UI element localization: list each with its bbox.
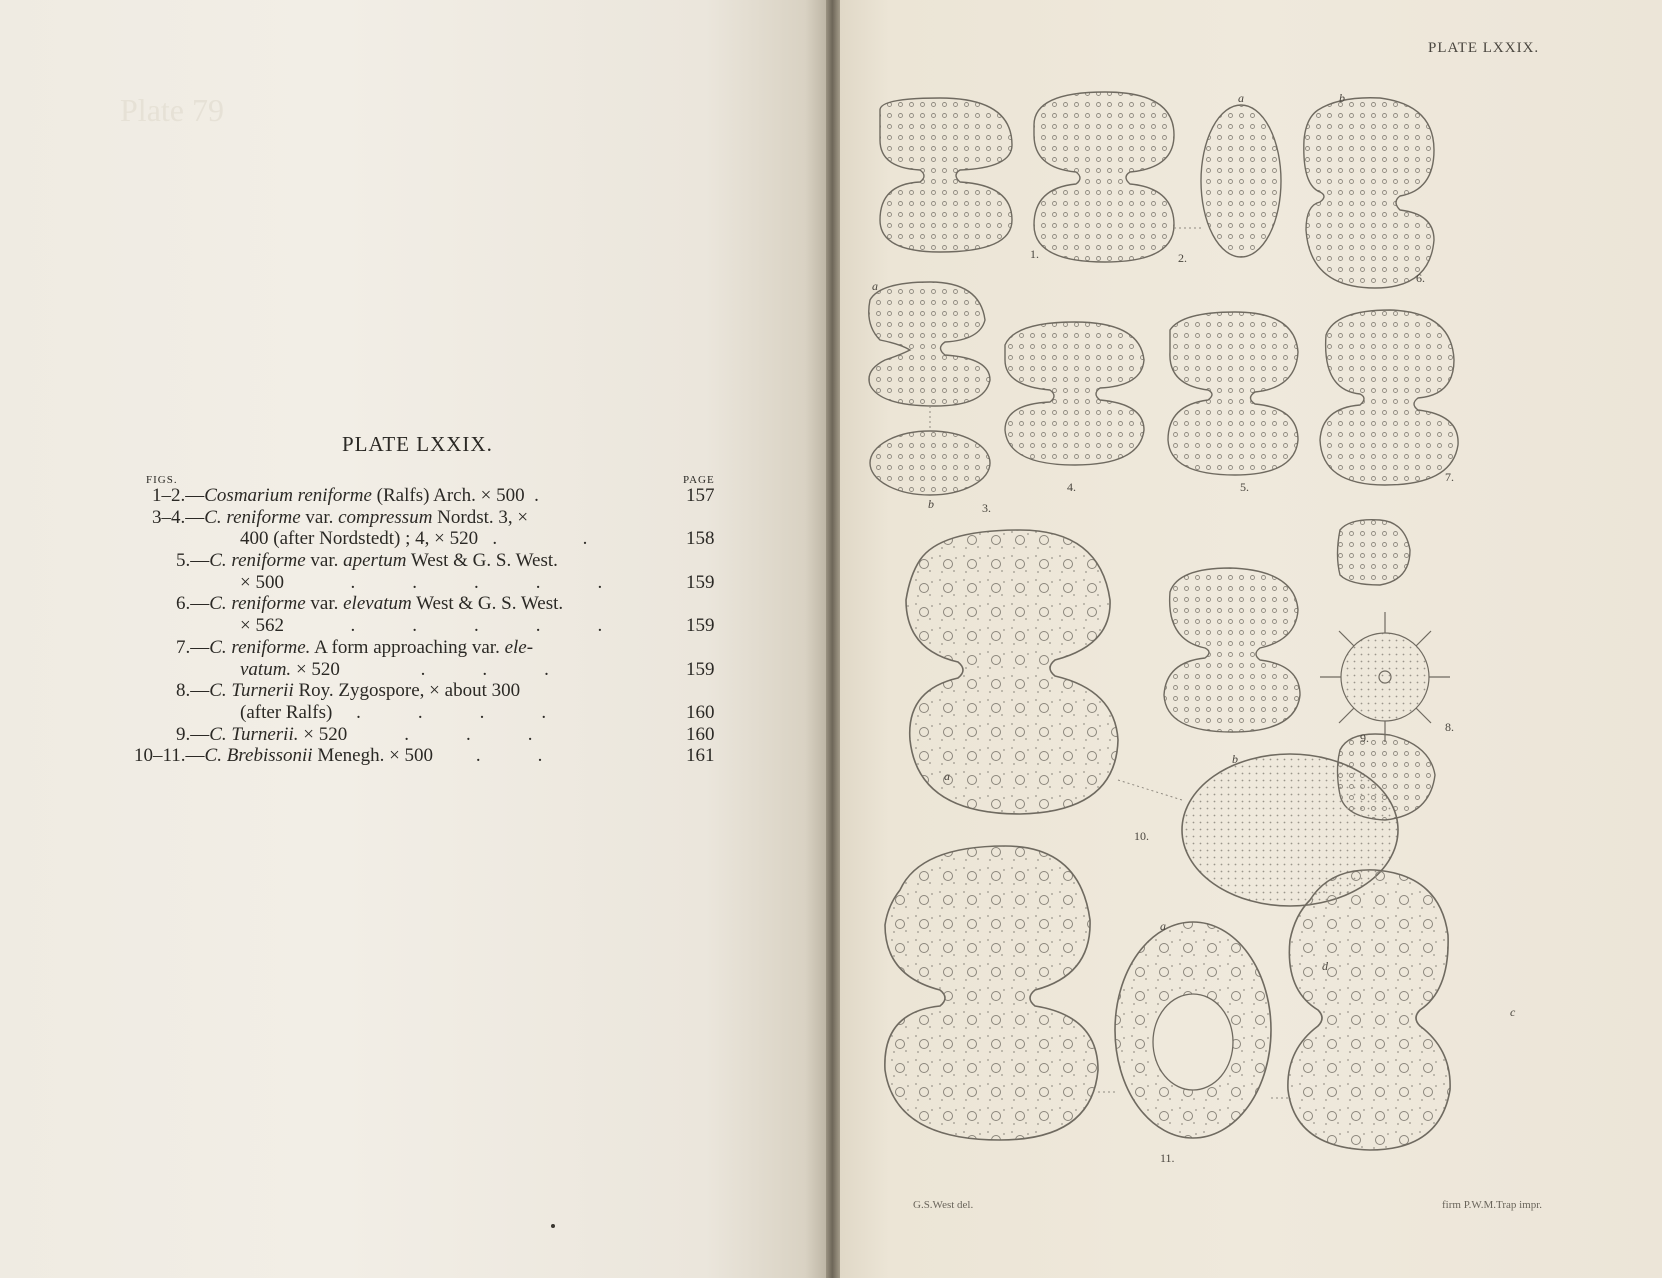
cell-fig-9 [1164, 568, 1300, 732]
entry-dots: . [524, 485, 539, 506]
entry-line [176, 593, 563, 615]
cell-fig-11a [885, 846, 1098, 1140]
entry-rest-italic: C. Turnerii [209, 680, 294, 702]
entry-line [176, 680, 520, 702]
entry-page-number: 159 [686, 571, 715, 593]
entry-rest-italic: C. Brebissonii [204, 745, 313, 767]
figure-entry [0, 485, 830, 507]
entry-dots: . . . . [332, 701, 547, 723]
figure-entry [0, 659, 830, 681]
label-fig-10: 10. [1134, 829, 1149, 843]
cell-fig-6 [1304, 98, 1434, 288]
artist-credit: G.S.West del. [913, 1199, 974, 1211]
entry-num: 6.— [176, 593, 210, 615]
cell-fig-7 [1320, 310, 1458, 485]
bleed-through-text: Plate 79 [120, 92, 224, 128]
figure-entry [0, 637, 830, 659]
entry-num: 9.— [176, 723, 210, 745]
label-b-fig10: b [1232, 752, 1238, 766]
entry-rest: var. [305, 593, 344, 615]
entry-line [134, 745, 542, 767]
entry-line [152, 507, 528, 529]
entry-rest-italic: C. reniforme [209, 550, 306, 572]
entry-line [240, 615, 602, 637]
label-a-fig2: a [1238, 91, 1244, 105]
figure-entry [0, 528, 830, 550]
label-b-fig3: b [928, 497, 934, 511]
cell-fig-5 [1168, 312, 1298, 475]
entry-num: 8.— [176, 680, 210, 702]
figure-entry [0, 593, 830, 615]
label-fig-11: 11. [1160, 1151, 1175, 1165]
entry-dots: . . [433, 745, 543, 767]
entry-page-number: 159 [686, 658, 715, 680]
entry-rest-italic: C. reniforme [209, 593, 306, 615]
figure-entry [0, 572, 830, 594]
figure-entry [0, 550, 830, 572]
entry-line [240, 702, 546, 724]
label-fig-6: 6. [1416, 271, 1425, 285]
entry-rest: var. [305, 550, 344, 572]
entry-line [152, 485, 539, 507]
figure-entry [0, 745, 830, 767]
entry-rest: × 500 [240, 571, 284, 593]
entry-rest-italic2: apertum [343, 550, 407, 572]
figure-entry [0, 615, 830, 637]
entry-line [176, 550, 558, 572]
entry-num: 1–2.— [152, 485, 205, 506]
cell-fig-1 [880, 98, 1012, 252]
entry-rest: (after Ralfs) [240, 701, 333, 723]
entry-num: 7.— [176, 636, 210, 658]
entry-page-number: 159 [686, 615, 715, 637]
label-a-fig11: a [1160, 919, 1166, 933]
plate-header: PLATE LXXIX. [1428, 40, 1540, 56]
entry-line [176, 724, 532, 746]
label-a-fig3: a [872, 279, 878, 293]
entry-rest-italic2: ele- [504, 636, 534, 658]
entry-page-number: 160 [686, 723, 715, 745]
entry-page-number: 157 [686, 485, 715, 506]
label-fig-4: 4. [1067, 480, 1076, 494]
label-b-fig2: b [1339, 91, 1345, 105]
cell-fig-4 [1005, 322, 1144, 465]
entry-rest-italic: C. Turnerii. [209, 723, 299, 745]
entry-rest2: West & G. S. West. [411, 593, 564, 615]
entry-num: 10–11.— [134, 745, 205, 767]
label-fig-8: 8. [1445, 720, 1454, 734]
entry-rest: × 562 [240, 615, 284, 637]
label-a-fig10: a [944, 769, 950, 783]
zygospore-fig-8 [1320, 612, 1450, 742]
entry-line [240, 659, 549, 681]
cell-fig-3b [870, 431, 990, 495]
figs-column-header: FIGS. [146, 474, 178, 486]
figure-entry [0, 507, 830, 529]
entry-num: 5.— [176, 550, 210, 572]
entry-rest: Roy. Zygospore, × about 300 [293, 680, 521, 702]
entry-dots: . . . [347, 723, 533, 745]
entry-line [240, 528, 587, 550]
label-fig-9: 9. [1360, 731, 1369, 745]
figure-index-list [0, 485, 830, 767]
cell-fig-8-top [1338, 520, 1411, 585]
entry-rest-italic2: elevatum [343, 593, 412, 615]
entry-rest-italic: C. reniforme [204, 506, 301, 528]
entry-page-number: 161 [686, 745, 715, 767]
page-column-header: PAGE [683, 474, 715, 486]
entry-dots: . . . . . [283, 571, 603, 593]
cell-fig-11c [1288, 870, 1450, 1150]
cell-fig-3a [869, 282, 990, 406]
label-fig-2: 2. [1178, 251, 1187, 265]
entry-rest-italic2: compressum [338, 506, 433, 528]
entry-dots: . . [478, 528, 588, 550]
entry-rest: × 520 [298, 723, 348, 745]
entry-rest: (Ralfs) Arch. × 500 [371, 485, 525, 506]
entry-rest2: West & G. S. West. [406, 550, 558, 572]
entry-line [240, 572, 602, 594]
label-fig-1: 1. [1030, 247, 1039, 261]
entry-dots: . . . [339, 658, 549, 680]
cell-fig-10a [906, 530, 1118, 814]
cell-fig-2 [1034, 92, 1174, 262]
entry-page-number: 158 [686, 528, 715, 550]
label-fig-3: 3. [982, 501, 991, 515]
printer-credit: firm P.W.M.Trap impr. [1442, 1199, 1543, 1211]
book-gutter [826, 0, 840, 1278]
entry-rest: 400 (after Nordstedt) ; 4, × 520 [240, 528, 479, 550]
label-c-fig11: c [1510, 1005, 1516, 1019]
label-fig-5: 5. [1240, 480, 1249, 494]
entry-rest-italic: Cosmarium reniforme [204, 485, 372, 506]
entry-line [176, 637, 533, 659]
left-page [0, 0, 830, 1278]
cell-fig-2-side [1201, 105, 1281, 257]
label-fig-7: 7. [1445, 470, 1454, 484]
entry-rest: Menegh. × 500 [312, 745, 434, 767]
figure-entry [0, 680, 830, 702]
entry-rest-italic: vatum. [240, 658, 292, 680]
entry-rest2: Nordst. 3, × [432, 506, 529, 528]
figure-entry [0, 702, 830, 724]
entry-rest-italic: C. reniforme. [209, 636, 311, 658]
ink-dot [551, 1224, 555, 1228]
entry-dots: . . . . . [283, 615, 603, 637]
entry-rest: × 520 [291, 658, 340, 680]
label-d-fig11: d [1322, 959, 1328, 973]
entry-num: 3–4.— [152, 506, 205, 528]
entry-page-number: 160 [686, 701, 715, 723]
figure-entry [0, 724, 830, 746]
plate-illustration [840, 0, 1662, 1278]
entry-rest: var. [300, 506, 339, 528]
entry-rest: A form approaching var. [310, 636, 505, 658]
plate-title: PLATE LXXIX. [342, 432, 493, 456]
